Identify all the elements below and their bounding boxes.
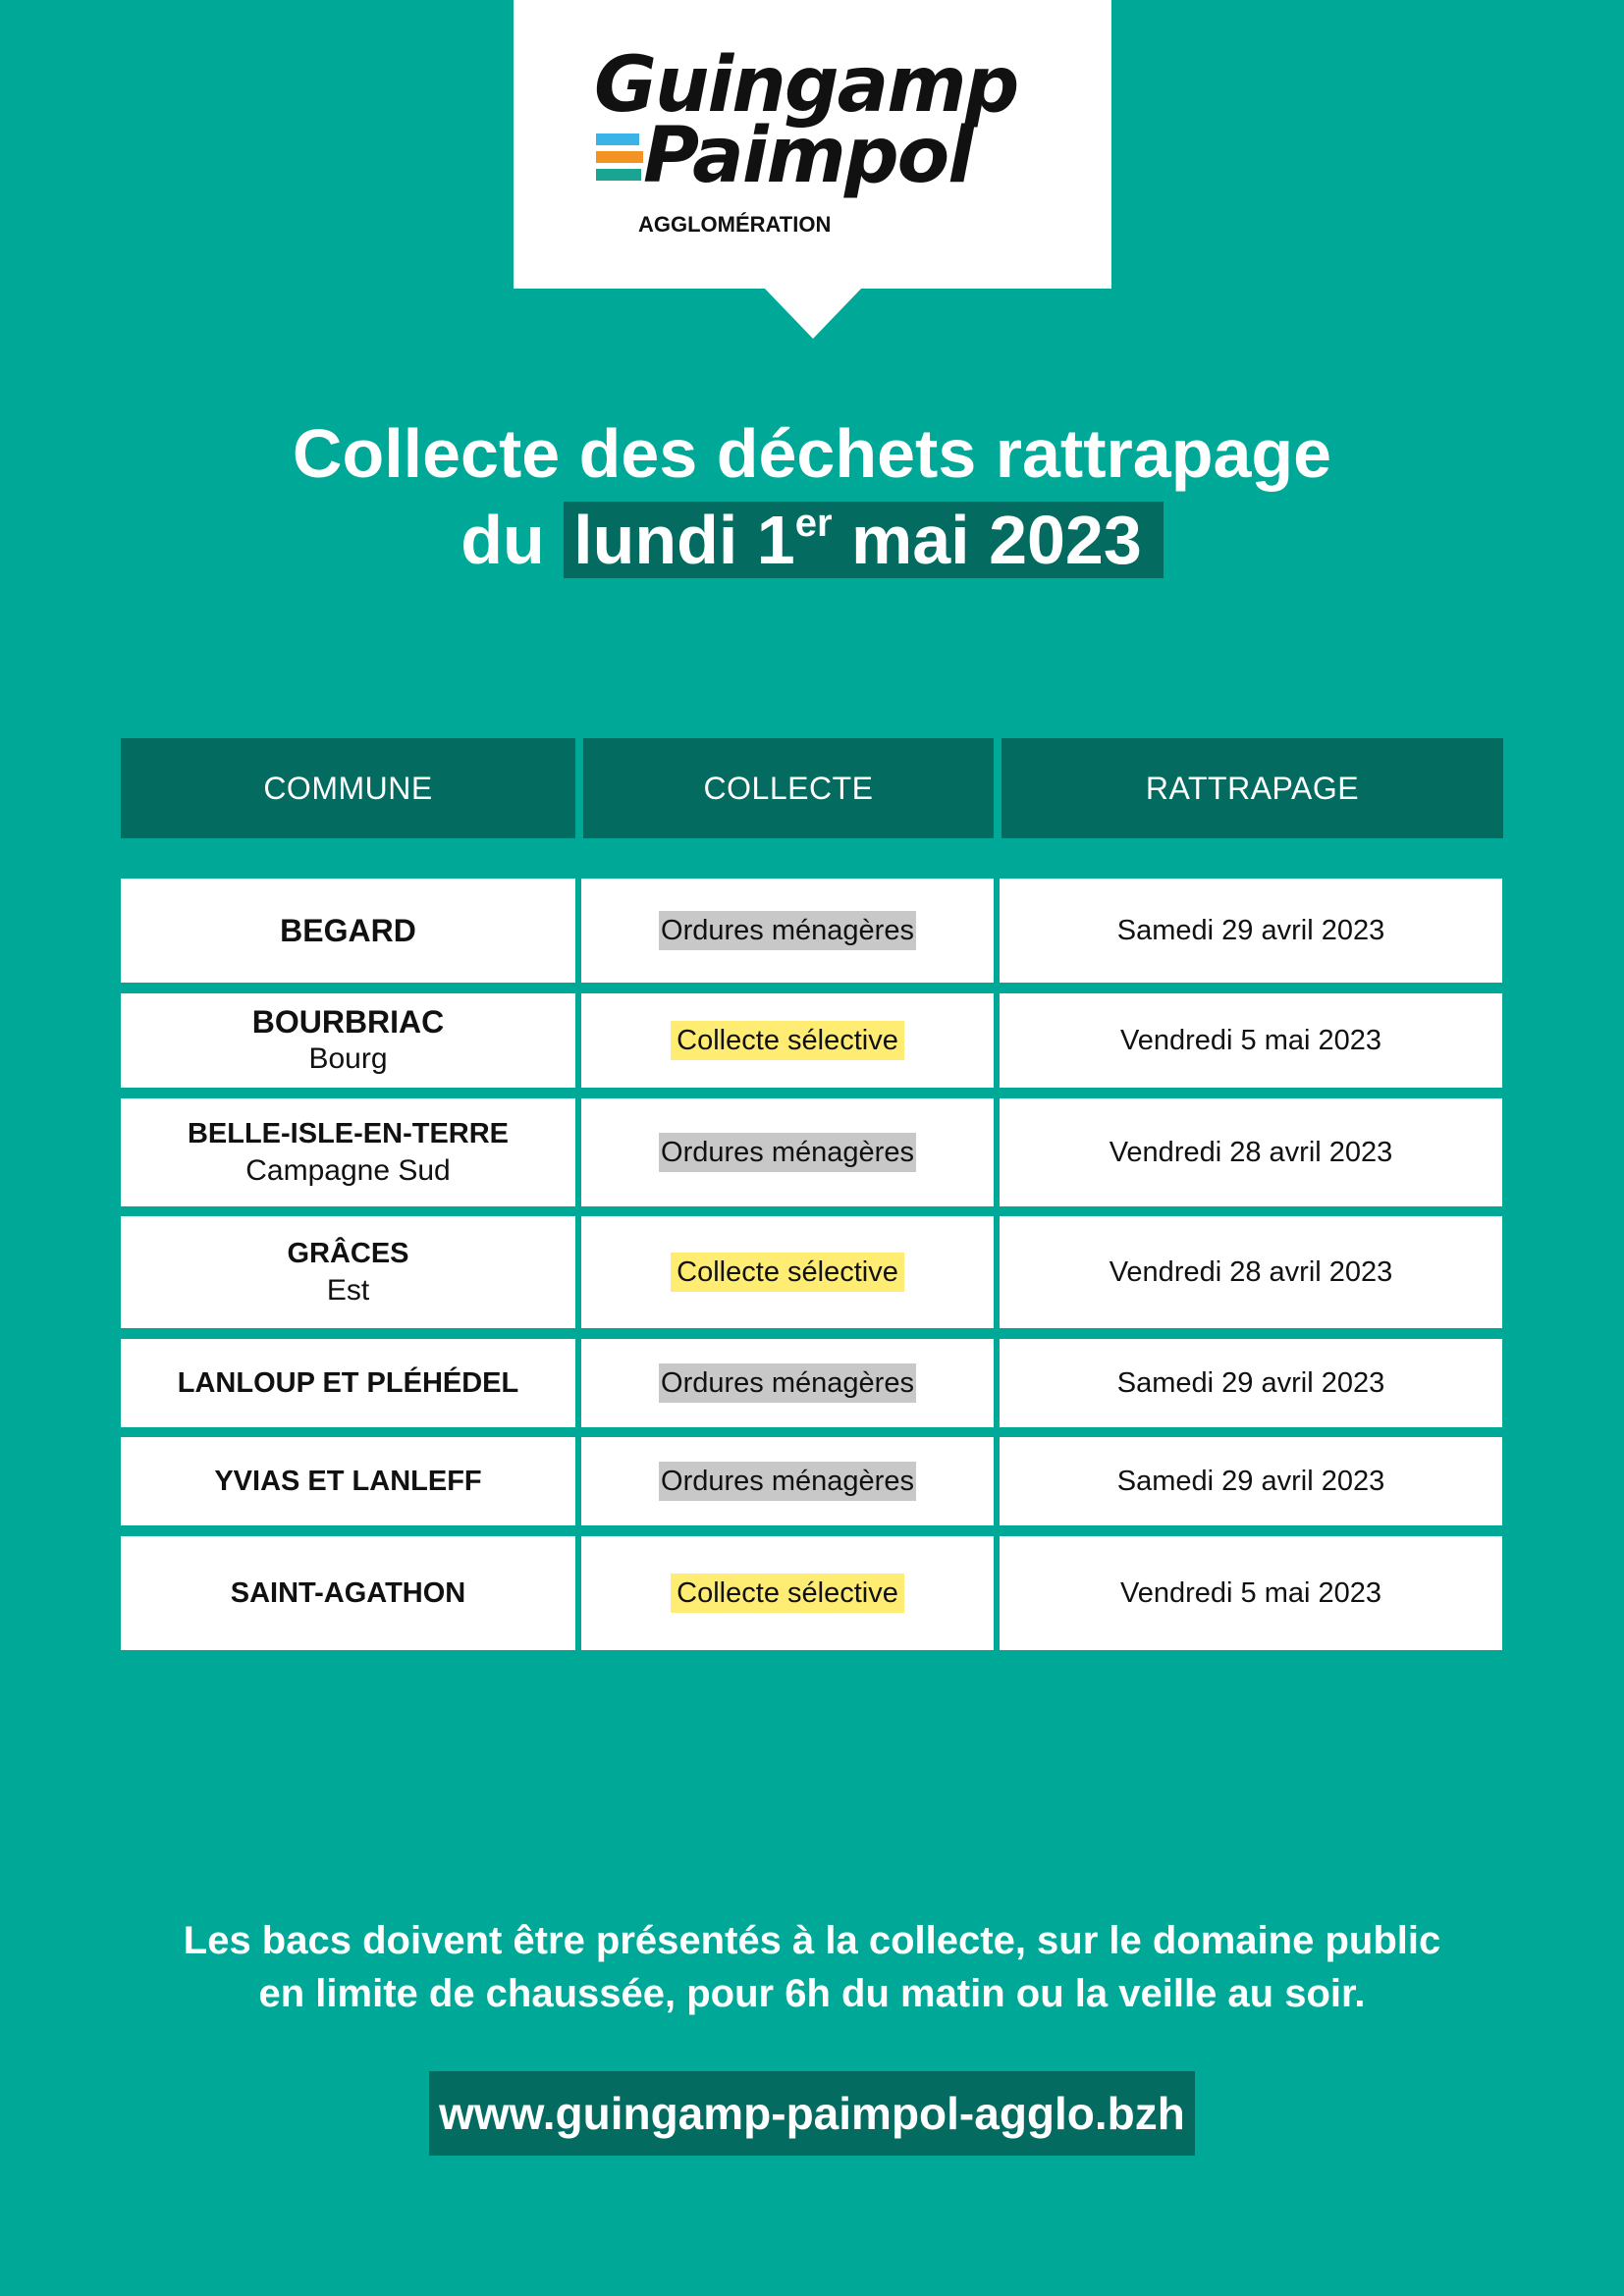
cell-collecte [581,1437,994,1525]
logo-pointer [764,288,862,339]
title-date-main: lundi 1 [573,502,795,578]
rattrapage-date: Samedi 29 avril 2023 [1116,1366,1385,1399]
collecte-tag: Ordures ménagères [659,911,916,950]
rattrapage-date: Vendredi 5 mai 2023 [1119,1576,1382,1609]
cell-commune [121,1536,575,1650]
rattrapage-date: Samedi 29 avril 2023 [1116,914,1385,946]
title-date-highlight [564,502,1164,578]
cell-rattrapage [1000,1437,1502,1525]
commune-name: LANLOUP ET PLÉHÉDEL [177,1367,519,1399]
rattrapage-date: Vendredi 28 avril 2023 [1109,1136,1393,1168]
footer-notice [0,1914,1624,2020]
cell-commune [121,1437,575,1525]
collecte-tag: Collecte sélective [671,1021,904,1060]
logo-stripe-orange [596,151,643,163]
commune-sector: Bourg [308,1042,388,1075]
footer-notice-line2: en limite de chaussée, pour 6h du matin ou la veille au soir. [258,1972,1366,2015]
cell-rattrapage [1000,1536,1502,1650]
logo-stripe-green [596,169,641,181]
rattrapage-date: Vendredi 5 mai 2023 [1119,1024,1382,1056]
table-row [121,1437,1503,1525]
cell-collecte [581,1339,994,1427]
logo-stripes-icon [596,133,643,187]
commune-sector: Campagne Sud [245,1154,451,1187]
table-row [121,879,1503,983]
footer-notice-line1: Les bacs doivent être présentés à la collecte, sur le domaine public [183,1919,1441,1962]
logo-text-paimpol: Paimpol [643,112,972,200]
cell-commune [121,993,575,1088]
commune-name: BEGARD [280,913,416,948]
table-row [121,1098,1503,1206]
table-row [121,1536,1503,1650]
table-row [121,1339,1503,1427]
title-prefix: du [460,502,565,578]
cell-commune [121,1098,575,1206]
title-date-sup: er [794,502,833,545]
rattrapage-date: Samedi 29 avril 2023 [1116,1465,1385,1497]
commune-name: BOURBRIAC [251,1004,445,1040]
logo-stripe-blue [596,133,639,145]
cell-collecte [581,879,994,983]
cell-collecte [581,993,994,1088]
commune-name: SAINT-AGATHON [230,1577,466,1609]
table-header [121,738,1503,838]
cell-commune [121,1216,575,1328]
cell-commune [121,1339,575,1427]
commune-sector: Est [326,1274,370,1307]
collecte-tag: Ordures ménagères [659,1462,916,1501]
cell-rattrapage [1000,1098,1502,1206]
cell-rattrapage [1000,993,1502,1088]
collecte-tag: Collecte sélective [671,1574,904,1613]
cell-rattrapage [1000,879,1502,983]
table-row [121,993,1503,1088]
logo-text-guingamp: Guingamp [594,41,1018,130]
header-commune: COMMUNE [121,738,575,838]
cell-collecte [581,1536,994,1650]
commune-name: YVIAS ET LANLEFF [214,1466,482,1497]
collecte-tag: Collecte sélective [671,1253,904,1292]
logo-subtitle: AGGLOMÉRATION [638,212,832,237]
rattrapage-date: Vendredi 28 avril 2023 [1109,1255,1393,1288]
cell-collecte [581,1098,994,1206]
collecte-tag: Ordures ménagères [659,1133,916,1172]
collection-table [121,738,1503,1609]
page-title-line1: Collecte des déchets rattrapage [292,415,1332,492]
commune-name: GRÂCES [287,1238,409,1269]
commune-name: BELLE-ISLE-EN-TERRE [187,1118,510,1149]
website-wrap [0,2071,1624,2156]
cell-rattrapage [1000,1216,1502,1328]
title-date-end: mai 2023 [832,502,1142,578]
header-rattrapage: RATTRAPAGE [1001,738,1503,838]
cell-commune [121,879,575,983]
page-title-line2 [0,497,1624,583]
table-row [121,1216,1503,1328]
cell-collecte [581,1216,994,1328]
cell-rattrapage [1000,1339,1502,1427]
header-collecte: COLLECTE [583,738,994,838]
collecte-tag: Ordures ménagères [659,1363,916,1403]
website-link[interactable]: www.guingamp-paimpol-agglo.bzh [429,2071,1195,2156]
